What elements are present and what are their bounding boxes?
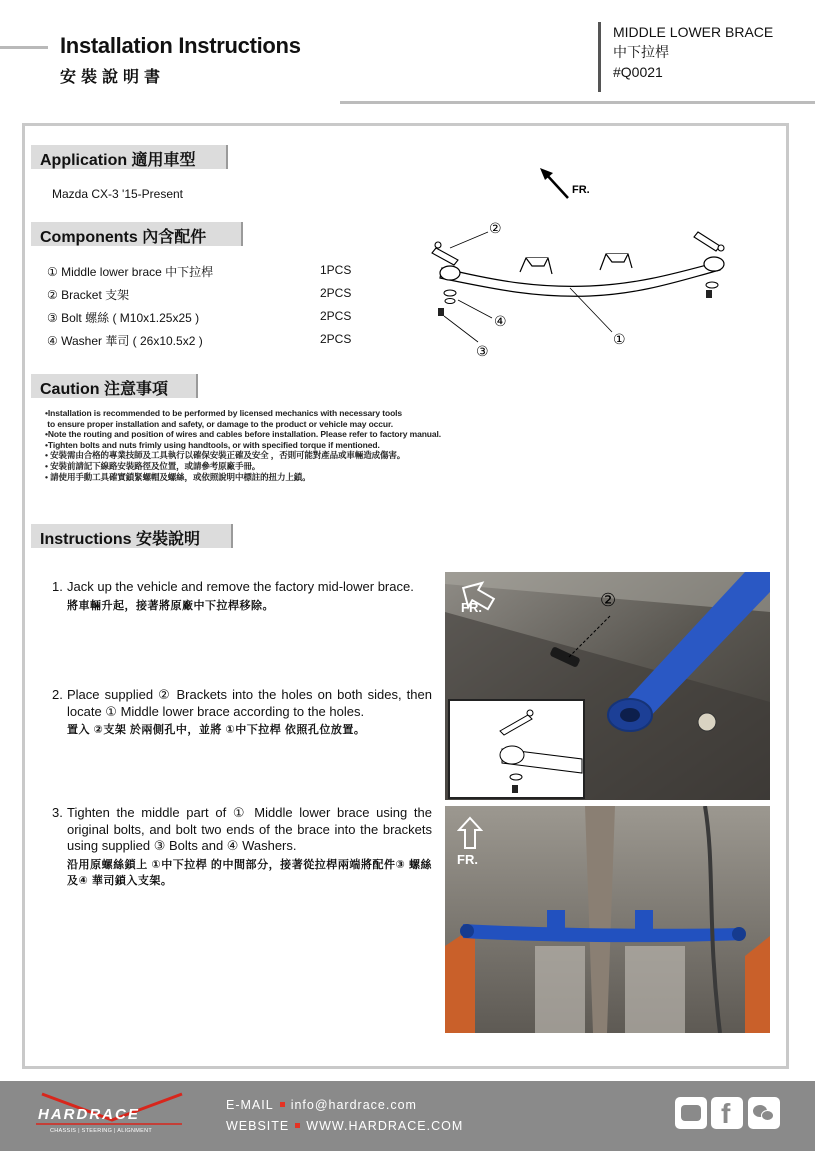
product-name: MIDDLE LOWER BRACE bbox=[613, 24, 774, 40]
step-text: Jack up the vehicle and remove the factory mid-lower brace. bbox=[67, 579, 414, 594]
caution-line: to ensure proper installation and safety, or damage to the product or vehicle may occur. bbox=[45, 418, 394, 429]
caution-line: • 請使用手動工具確實鎖緊螺帽及螺絲，或依照說明中標註的扭力上鎖。 bbox=[45, 471, 311, 482]
instruction-step-1 bbox=[52, 579, 432, 614]
caution-line: • 安裝需由合格的專業技師及工具執行以確保安裝正確及安全 ，否則可能對產品或車輛造成傷害。 bbox=[45, 450, 406, 461]
step-text-zh: 將車輛升起，接著將原廠中下拉桿移除。 bbox=[67, 599, 274, 612]
step-text-zh: 置入 ②支架 於兩側孔中，並將 ①中下拉桿 依照孔位放置。 bbox=[67, 724, 366, 736]
component-qty: 1PCS bbox=[320, 263, 352, 277]
header-rule bbox=[340, 101, 815, 104]
bullet-icon bbox=[280, 1102, 285, 1107]
photo-fr-label: FR. bbox=[461, 600, 482, 615]
components-heading: Components 內含配件 bbox=[31, 222, 243, 246]
step-text: Tighten the middle part of ① Middle lower brace using the original bolts, and bolt two ends of the brace into the brackets using supplied ③ Bolts and ④ Washers. bbox=[67, 805, 432, 853]
brand-tagline: CHASSIS | STEERING | ALIGNMENT bbox=[50, 1128, 153, 1134]
step-number: 3. bbox=[52, 805, 63, 820]
callout-bracket: ② bbox=[489, 221, 502, 237]
brand-name: HARDRACE bbox=[38, 1106, 140, 1123]
caution-line: •Note the routing and position of wires and cables before installation. Please refer to factory manual. bbox=[45, 429, 442, 440]
callout-brace: ① bbox=[613, 332, 626, 348]
product-info bbox=[598, 22, 773, 92]
step-text-zh: 沿用原螺絲鎖上 ①中下拉桿 的中間部分，接著從拉桿兩端將配件③ 螺絲及④ 華司鎖入支架。 bbox=[67, 858, 432, 887]
vehicle-application: Mazda CX-3 '15-Present bbox=[52, 187, 184, 201]
inset-diagram bbox=[448, 699, 585, 799]
install-photo-bracket bbox=[445, 572, 770, 800]
caution-line: •Tighten bolts and nuts frimly using handtools, or with specified torque if mentioned. bbox=[45, 439, 380, 450]
footer-email-row bbox=[226, 1098, 417, 1112]
caution-heading: Caution 注意事項 bbox=[31, 374, 198, 398]
front-arrow-icon bbox=[457, 816, 483, 850]
email-label: E-MAIL bbox=[226, 1098, 274, 1112]
footer-website-row bbox=[226, 1119, 463, 1133]
callout-washer: ④ bbox=[494, 314, 507, 330]
component-qty: 2PCS bbox=[320, 309, 352, 323]
bullet-icon bbox=[295, 1123, 300, 1128]
component-qty: 2PCS bbox=[320, 332, 352, 346]
instruction-step-2 bbox=[52, 687, 432, 739]
caution-line: •Installation is recommended to be performed by licensed mechanics with necessary tools bbox=[45, 408, 403, 418]
instructions-heading: Instructions 安裝說明 bbox=[31, 524, 233, 548]
parts-diagram bbox=[420, 160, 750, 365]
wechat-icon[interactable] bbox=[748, 1097, 780, 1129]
email-link[interactable]: info@hardrace.com bbox=[290, 1098, 417, 1112]
facebook-icon[interactable]: f bbox=[711, 1097, 743, 1129]
website-label: WEBSITE bbox=[226, 1119, 290, 1133]
header-accent-line bbox=[0, 46, 48, 49]
callout-leader bbox=[562, 614, 622, 664]
youtube-icon[interactable] bbox=[675, 1097, 707, 1129]
page-subtitle-zh: 安裝說明書 bbox=[60, 67, 166, 86]
part-number: #Q0021 bbox=[613, 64, 663, 80]
instruction-step-3 bbox=[52, 805, 432, 890]
caution-line: • 安裝前請記下線路安裝路徑及位置，或請參考原廠手冊。 bbox=[45, 460, 261, 471]
page-title: Installation Instructions bbox=[60, 33, 301, 58]
step-number: 2. bbox=[52, 687, 63, 702]
component-qty: 2PCS bbox=[320, 286, 352, 300]
component-label: ③ Bolt 螺絲 ( M10x1.25x25 ) bbox=[47, 311, 200, 325]
photo-fr-label: FR. bbox=[457, 852, 478, 867]
photo-callout: ② bbox=[600, 590, 617, 611]
caution-text bbox=[45, 408, 441, 482]
step-number: 1. bbox=[52, 579, 63, 594]
website-link[interactable]: WWW.HARDRACE.COM bbox=[306, 1119, 464, 1133]
callout-bolt: ③ bbox=[476, 344, 489, 360]
install-photo-underbody bbox=[445, 806, 770, 1033]
component-label: ① Middle lower brace 中下拉桿 bbox=[47, 265, 214, 279]
front-arrow-icon bbox=[540, 168, 568, 198]
component-label: ② Bracket 支架 bbox=[47, 288, 130, 302]
component-label: ④ Washer 華司 ( 26x10.5x2 ) bbox=[47, 334, 203, 348]
application-heading: Application 適用車型 bbox=[31, 145, 228, 169]
product-name-zh: 中下拉桿 bbox=[613, 44, 669, 60]
diagram-fr-label: FR. bbox=[572, 184, 590, 196]
step-text: Place supplied ② Brackets into the holes on both sides, then locate ① Middle lower brace according to the holes. bbox=[67, 687, 432, 719]
